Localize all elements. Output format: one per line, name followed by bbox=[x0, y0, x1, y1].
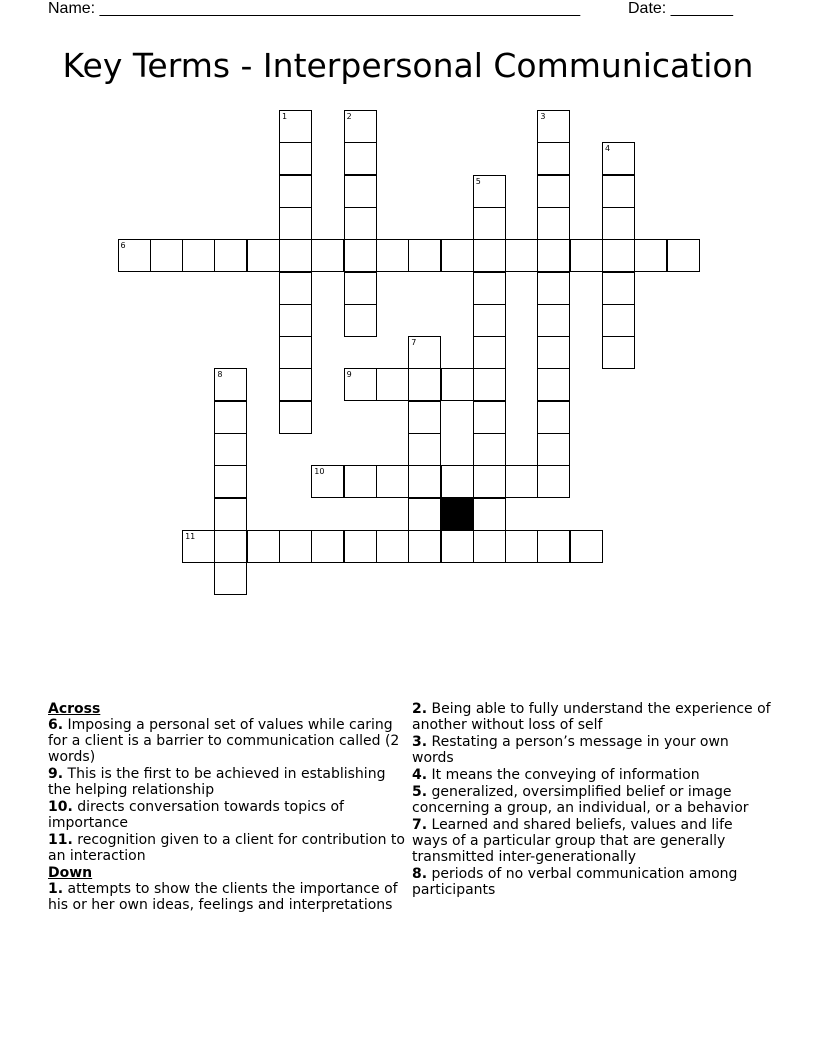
grid-cell[interactable] bbox=[408, 401, 441, 434]
grid-cell[interactable] bbox=[376, 530, 409, 563]
grid-cell[interactable] bbox=[376, 465, 409, 498]
grid-cell[interactable] bbox=[344, 110, 377, 143]
grid-cell[interactable] bbox=[214, 530, 247, 563]
clue-text: Restating a person’s message in your own words bbox=[412, 734, 729, 766]
clue-item bbox=[412, 767, 772, 783]
clue-number-label: 10. bbox=[48, 799, 73, 815]
grid-cell[interactable] bbox=[537, 239, 570, 272]
clue-number: 9 bbox=[346, 370, 352, 380]
clue-number-label: 3. bbox=[412, 734, 428, 750]
clue-number: 2 bbox=[346, 112, 352, 121]
grid-cell[interactable] bbox=[408, 498, 441, 531]
grid-cell[interactable] bbox=[473, 175, 506, 208]
grid-cell[interactable] bbox=[537, 433, 570, 466]
grid-cell[interactable] bbox=[505, 465, 538, 498]
clue-text: It means the conveying of information bbox=[427, 767, 700, 783]
grid-cell[interactable] bbox=[634, 239, 667, 272]
grid-cell[interactable] bbox=[376, 368, 409, 401]
clues-right-column bbox=[412, 701, 772, 899]
grid-block-cell bbox=[441, 498, 474, 531]
grid-cell[interactable] bbox=[473, 530, 506, 563]
grid-cell[interactable] bbox=[279, 175, 312, 208]
clues-left-column bbox=[48, 701, 406, 914]
clue-number-label: 2. bbox=[412, 701, 428, 717]
grid-cell[interactable] bbox=[602, 175, 635, 208]
grid-cell[interactable] bbox=[602, 304, 635, 337]
grid-cell[interactable] bbox=[344, 530, 377, 563]
clue-number-label: 1. bbox=[48, 881, 64, 897]
grid-cell[interactable] bbox=[344, 175, 377, 208]
grid-cell[interactable] bbox=[473, 207, 506, 240]
grid-cell[interactable] bbox=[118, 239, 151, 272]
grid-cell[interactable] bbox=[602, 272, 635, 305]
clue-item bbox=[412, 701, 772, 733]
grid-cell[interactable] bbox=[311, 465, 344, 498]
clue-number: 6 bbox=[120, 241, 126, 251]
grid-cell[interactable] bbox=[473, 498, 506, 531]
grid-cell[interactable] bbox=[311, 530, 344, 563]
grid-cell[interactable] bbox=[505, 239, 538, 272]
clue-text: recognition given to a client for contribution to an interaction bbox=[48, 832, 405, 864]
grid-cell[interactable] bbox=[570, 530, 603, 563]
grid-cell[interactable] bbox=[279, 110, 312, 143]
grid-cell[interactable] bbox=[408, 368, 441, 401]
grid-cell[interactable] bbox=[602, 142, 635, 175]
grid-cell[interactable] bbox=[473, 433, 506, 466]
clue-text: Being able to fully understand the experience of another without loss of self bbox=[412, 701, 771, 733]
grid-cell[interactable] bbox=[537, 401, 570, 434]
grid-cell[interactable] bbox=[473, 272, 506, 305]
clue-number: 11 bbox=[185, 531, 196, 541]
grid-cell[interactable] bbox=[214, 368, 247, 401]
grid-cell[interactable] bbox=[214, 562, 247, 595]
grid-cell[interactable] bbox=[473, 304, 506, 337]
clue-text: periods of no verbal communication among participants bbox=[412, 866, 738, 898]
clue-number-label: 5. bbox=[412, 784, 428, 800]
clue-number: 7 bbox=[411, 338, 417, 348]
grid-cell[interactable] bbox=[279, 336, 312, 369]
grid-cell[interactable] bbox=[537, 368, 570, 401]
grid-cell[interactable] bbox=[505, 530, 538, 563]
grid-cell[interactable] bbox=[214, 498, 247, 531]
grid-cell[interactable] bbox=[214, 465, 247, 498]
grid-cell[interactable] bbox=[182, 530, 215, 563]
clue-item bbox=[48, 881, 406, 913]
grid-cell[interactable] bbox=[537, 110, 570, 143]
grid-cell[interactable] bbox=[473, 401, 506, 434]
grid-cell[interactable] bbox=[602, 207, 635, 240]
clue-number: 4 bbox=[605, 144, 611, 154]
clue-item bbox=[48, 766, 406, 798]
clue-number-label: 6. bbox=[48, 717, 64, 733]
clue-number-label: 7. bbox=[412, 817, 428, 833]
clue-item bbox=[412, 784, 772, 816]
grid-cell[interactable] bbox=[537, 530, 570, 563]
grid-cell[interactable] bbox=[279, 239, 312, 272]
clue-number: 1 bbox=[282, 112, 288, 121]
grid-cell[interactable] bbox=[344, 304, 377, 337]
clue-item bbox=[412, 817, 772, 865]
clue-number: 8 bbox=[217, 370, 223, 380]
grid-cell[interactable] bbox=[441, 368, 474, 401]
clue-item bbox=[48, 799, 406, 831]
clue-number-label: 8. bbox=[412, 866, 428, 882]
grid-cell[interactable] bbox=[279, 530, 312, 563]
grid-cell[interactable] bbox=[537, 207, 570, 240]
grid-cell[interactable] bbox=[408, 239, 441, 272]
clue-item bbox=[48, 832, 406, 864]
grid-cell[interactable] bbox=[344, 465, 377, 498]
clue-item bbox=[412, 734, 772, 766]
clue-text: Imposing a personal set of values while caring for a client is a barrier to communication called (2 words) bbox=[48, 717, 400, 765]
grid-cell[interactable] bbox=[344, 239, 377, 272]
grid-cell[interactable] bbox=[344, 142, 377, 175]
clue-number-label: 11. bbox=[48, 832, 73, 848]
grid-cell[interactable] bbox=[667, 239, 700, 272]
grid-cell[interactable] bbox=[408, 465, 441, 498]
clue-item bbox=[412, 866, 772, 898]
clue-number: 5 bbox=[475, 176, 481, 186]
grid-cell[interactable] bbox=[570, 239, 603, 272]
grid-cell[interactable] bbox=[344, 272, 377, 305]
grid-cell[interactable] bbox=[602, 336, 635, 369]
grid-cell[interactable] bbox=[279, 142, 312, 175]
grid-cell[interactable] bbox=[182, 239, 215, 272]
grid-cell[interactable] bbox=[279, 272, 312, 305]
grid-cell[interactable] bbox=[344, 207, 377, 240]
clue-text: generalized, oversimplified belief or image concerning a group, an individual, or a behavior bbox=[412, 784, 749, 816]
grid-cell[interactable] bbox=[214, 239, 247, 272]
clue-text: This is the first to be achieved in establishing the helping relationship bbox=[48, 766, 386, 798]
grid-cell[interactable] bbox=[441, 530, 474, 563]
grid-cell[interactable] bbox=[473, 368, 506, 401]
grid-cell[interactable] bbox=[537, 175, 570, 208]
name-field-label: Name: ______________________________________________________ bbox=[48, 0, 581, 17]
grid-cell[interactable] bbox=[537, 142, 570, 175]
grid-cell[interactable] bbox=[247, 530, 280, 563]
grid-cell[interactable] bbox=[537, 272, 570, 305]
clue-item bbox=[48, 717, 406, 765]
grid-cell[interactable] bbox=[537, 304, 570, 337]
grid-cell[interactable] bbox=[408, 530, 441, 563]
grid-cell[interactable] bbox=[214, 401, 247, 434]
grid-cell[interactable] bbox=[537, 465, 570, 498]
clue-number-label: 4. bbox=[412, 767, 428, 783]
grid-cell[interactable] bbox=[473, 465, 506, 498]
grid-cell[interactable] bbox=[602, 239, 635, 272]
grid-cell[interactable] bbox=[311, 239, 344, 272]
grid-cell[interactable] bbox=[537, 336, 570, 369]
grid-cell[interactable] bbox=[279, 401, 312, 434]
down-clue-list-left bbox=[48, 881, 406, 913]
down-clue-list-right bbox=[412, 701, 772, 898]
date-field-label: Date: _______ bbox=[628, 0, 733, 17]
grid-cell[interactable] bbox=[408, 433, 441, 466]
clue-text: directs conversation towards topics of importance bbox=[48, 799, 344, 831]
grid-cell[interactable] bbox=[441, 465, 474, 498]
clue-number: 3 bbox=[540, 112, 546, 121]
clue-number: 10 bbox=[314, 467, 325, 477]
grid-cell[interactable] bbox=[279, 304, 312, 337]
clue-number-label: 9. bbox=[48, 766, 64, 782]
grid-cell[interactable] bbox=[344, 368, 377, 401]
across-clue-list bbox=[48, 717, 406, 864]
clue-text: Learned and shared beliefs, values and life ways of a particular group that are generally transmitted inter-generationally bbox=[412, 817, 733, 865]
grid-cell[interactable] bbox=[473, 336, 506, 369]
grid-cell[interactable] bbox=[441, 239, 474, 272]
page-title: Key Terms - Interpersonal Communication bbox=[62, 46, 754, 85]
grid-cell[interactable] bbox=[214, 433, 247, 466]
grid-cell[interactable] bbox=[150, 239, 183, 272]
grid-cell[interactable] bbox=[279, 207, 312, 240]
grid-cell[interactable] bbox=[408, 336, 441, 369]
grid-cell[interactable] bbox=[376, 239, 409, 272]
grid-cell[interactable] bbox=[473, 239, 506, 272]
across-heading: Across bbox=[48, 701, 101, 717]
clue-text: attempts to show the clients the importance of his or her own ideas, feelings and interpretations bbox=[48, 881, 398, 913]
grid-cell[interactable] bbox=[279, 368, 312, 401]
down-heading: Down bbox=[48, 865, 93, 881]
grid-cell[interactable] bbox=[247, 239, 280, 272]
